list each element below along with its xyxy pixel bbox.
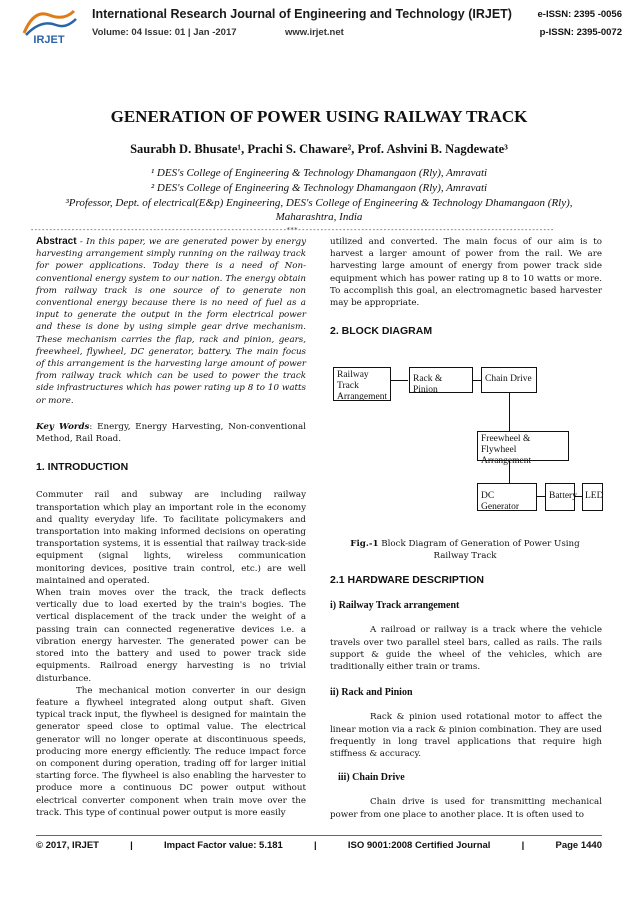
affiliation-2: ² DES's College of Engineering & Technology Dhamangaon (Rly), Amravati xyxy=(150,182,488,194)
footer-iso: ISO 9001:2008 Certified Journal xyxy=(347,840,491,851)
hw-text-1: A railroad or railway is a track where the vehicle travels over two parallel steel bars, called as rails. The rails support & guide the wheel of the vehicles, which are traditionally either train or trams. xyxy=(330,625,602,673)
right-column xyxy=(330,236,602,337)
footer-sep-1: | xyxy=(130,840,133,851)
eissn: e-ISSN: 2395 -0056 xyxy=(537,9,622,20)
intro-p1: Commuter rail and subway are including railway transportation which play an important role in the economy and quality everyday life. To facilitate policymakers and transportation into making informed decisions on operating transportation systems, it is essential that railway track-side equipment (signal lights, wireless communication monitoring devices, positive train control, etc.) are well maintained and operated. xyxy=(36,490,306,586)
authors: Saurabh D. Bhusate¹, Prachi S. Chaware², Prof. Ashvini B. Nagdewate³ xyxy=(130,142,508,156)
hw-heading-2: ii) Rack and Pinion xyxy=(330,687,413,699)
box-dc-generator: DC Generator xyxy=(477,483,537,511)
pissn: p-ISSN: 2395-0072 xyxy=(539,27,622,38)
abstract-text: - In this paper, we are generated power by energy harvesting arrangement simply running on the railway track for power applications. Today there is a need of Non-conventional energy system to our nation. The energy obtain from railway track is one source of to generate non conventional energy because there is no need of fuel as a input to generate the output in the form electrical power and these is done by using simple gear drive mechanism. These mechanism carries the flap, rack and pinion, gears, freewheel, flywheel, DC generator, battery. The main focus of this arrangement is the harvesting large amount of power from railway track which can be used to power the track side infrastructures which has power rating up 8 to 10 watts or more. xyxy=(36,237,306,406)
journal-name: International Research Journal of Engineering and Technology (IRJET) xyxy=(92,7,512,21)
arrow-6 xyxy=(575,496,582,497)
hw-heading-3: iii) Chain Drive xyxy=(338,772,405,784)
footer-page: Page 1440 xyxy=(555,840,602,851)
keywords-label: Key Words xyxy=(36,421,90,432)
arrow-5 xyxy=(537,496,545,497)
footer-sep-2: | xyxy=(314,840,317,851)
keywords xyxy=(36,421,306,445)
box-freewheel: Freewheel & Flywheel Arrangement xyxy=(477,431,569,461)
arrow-1 xyxy=(391,380,408,381)
website: www.irjet.net xyxy=(285,27,344,38)
affiliation-3-cont: Maharashtra, India xyxy=(275,211,363,223)
abstract-label: Abstract xyxy=(36,236,77,247)
paper-title: GENERATION OF POWER USING RAILWAY TRACK xyxy=(110,107,528,126)
hw-text-3: Chain drive is used for transmitting mechanical power from one place to another place. It is often used to xyxy=(330,797,602,820)
hardware-section xyxy=(330,574,602,821)
abstract xyxy=(36,236,306,407)
footer-divider xyxy=(36,835,602,836)
box-rack-pinion: Rack & Pinion xyxy=(409,367,473,393)
intro-p2: When train moves over the track, the track deflects vertically due to load exerted by the train's bogies. The vertical displacement of the track under the weight of a passing train can connected regenerative devices i.e. a vibration energy harvester. The generated power can be stored into the battery and used to power track side equipments. Railroad energy harvesting is no trivial disturbance. xyxy=(36,588,306,684)
arrow-2 xyxy=(473,380,481,381)
separator: ---------------------------------------------------------------------***--------------------------------------------------------------------- xyxy=(30,226,554,234)
affiliation-1: ¹ DES's College of Engineering & Technology Dhamangaon (Rly), Amravati xyxy=(150,167,488,179)
box-led: LED xyxy=(582,483,603,511)
hw-heading-1: i) Railway Track arrangement xyxy=(330,600,460,612)
block-diagram-heading: 2. BLOCK DIAGRAM xyxy=(330,325,433,338)
hardware-heading: 2.1 HARDWARE DESCRIPTION xyxy=(330,574,485,586)
footer-impact: Impact Factor value: 5.181 xyxy=(164,840,283,851)
figure-text: Block Diagram of Generation of Power Using Railway Track xyxy=(378,539,580,562)
block-diagram xyxy=(333,362,603,522)
box-battery: Battery xyxy=(545,483,575,511)
keywords-text: : Energy, Energy Harvesting, Non-conventional Method, Rail Road. xyxy=(36,421,306,445)
footer-sep-3: | xyxy=(521,840,525,851)
left-column xyxy=(36,236,306,819)
right-top-text: utilized and converted. The main focus of our aim is to harvest a larger amount of power from the rail. We are harvesting large amount of energy from power track side equipment which has power rating up 8 to 10 watts or more. To accomplish this goal, an electromagnetic based harvester may be appropriate. xyxy=(330,237,602,309)
volume-info: Volume: 04 Issue: 01 | Jan -2017 xyxy=(92,27,237,38)
irjet-logo xyxy=(16,5,82,45)
svg-text:IRJET: IRJET xyxy=(33,34,65,45)
footer xyxy=(36,840,602,851)
intro-p3: The mechanical motion converter in our design feature a flywheel integrated along output shaft. Given typical track input, the flywheel is designed for maintain the generator speed close to optimal value. The electrical generator will no longer operate at discontinuous speeds, producing more energy efficiently. The reduce impact force on component during operation, trading off for larger initial starting force. The flywheel is also enabling the harvester to produce more a continuous DC power output without electrical converter component when train move over the track. This type of continual power output is more easily xyxy=(36,685,306,818)
arrow-4 xyxy=(509,461,510,483)
figure-caption xyxy=(345,538,585,562)
affiliation-3: ³Professor, Dept. of electrical(E&p) Engineering, DES's College of Engineering & Technology Dhamangaon (Rly), xyxy=(65,197,573,209)
hw-text-2: Rack & pinion used rotational motor to affect the linear motion via a rack & pinion combination. They are used frequently in long travel applications that require high stiffness & accuracy. xyxy=(330,712,602,760)
arrow-3 xyxy=(509,393,510,431)
intro-heading: 1. INTRODUCTION xyxy=(36,461,129,474)
footer-copyright: © 2017, IRJET xyxy=(36,840,99,851)
box-chain-drive: Chain Drive xyxy=(481,367,537,393)
box-railway-track: Railway Track Arrangement xyxy=(333,367,391,401)
figure-label: Fig.-1 xyxy=(350,539,379,549)
